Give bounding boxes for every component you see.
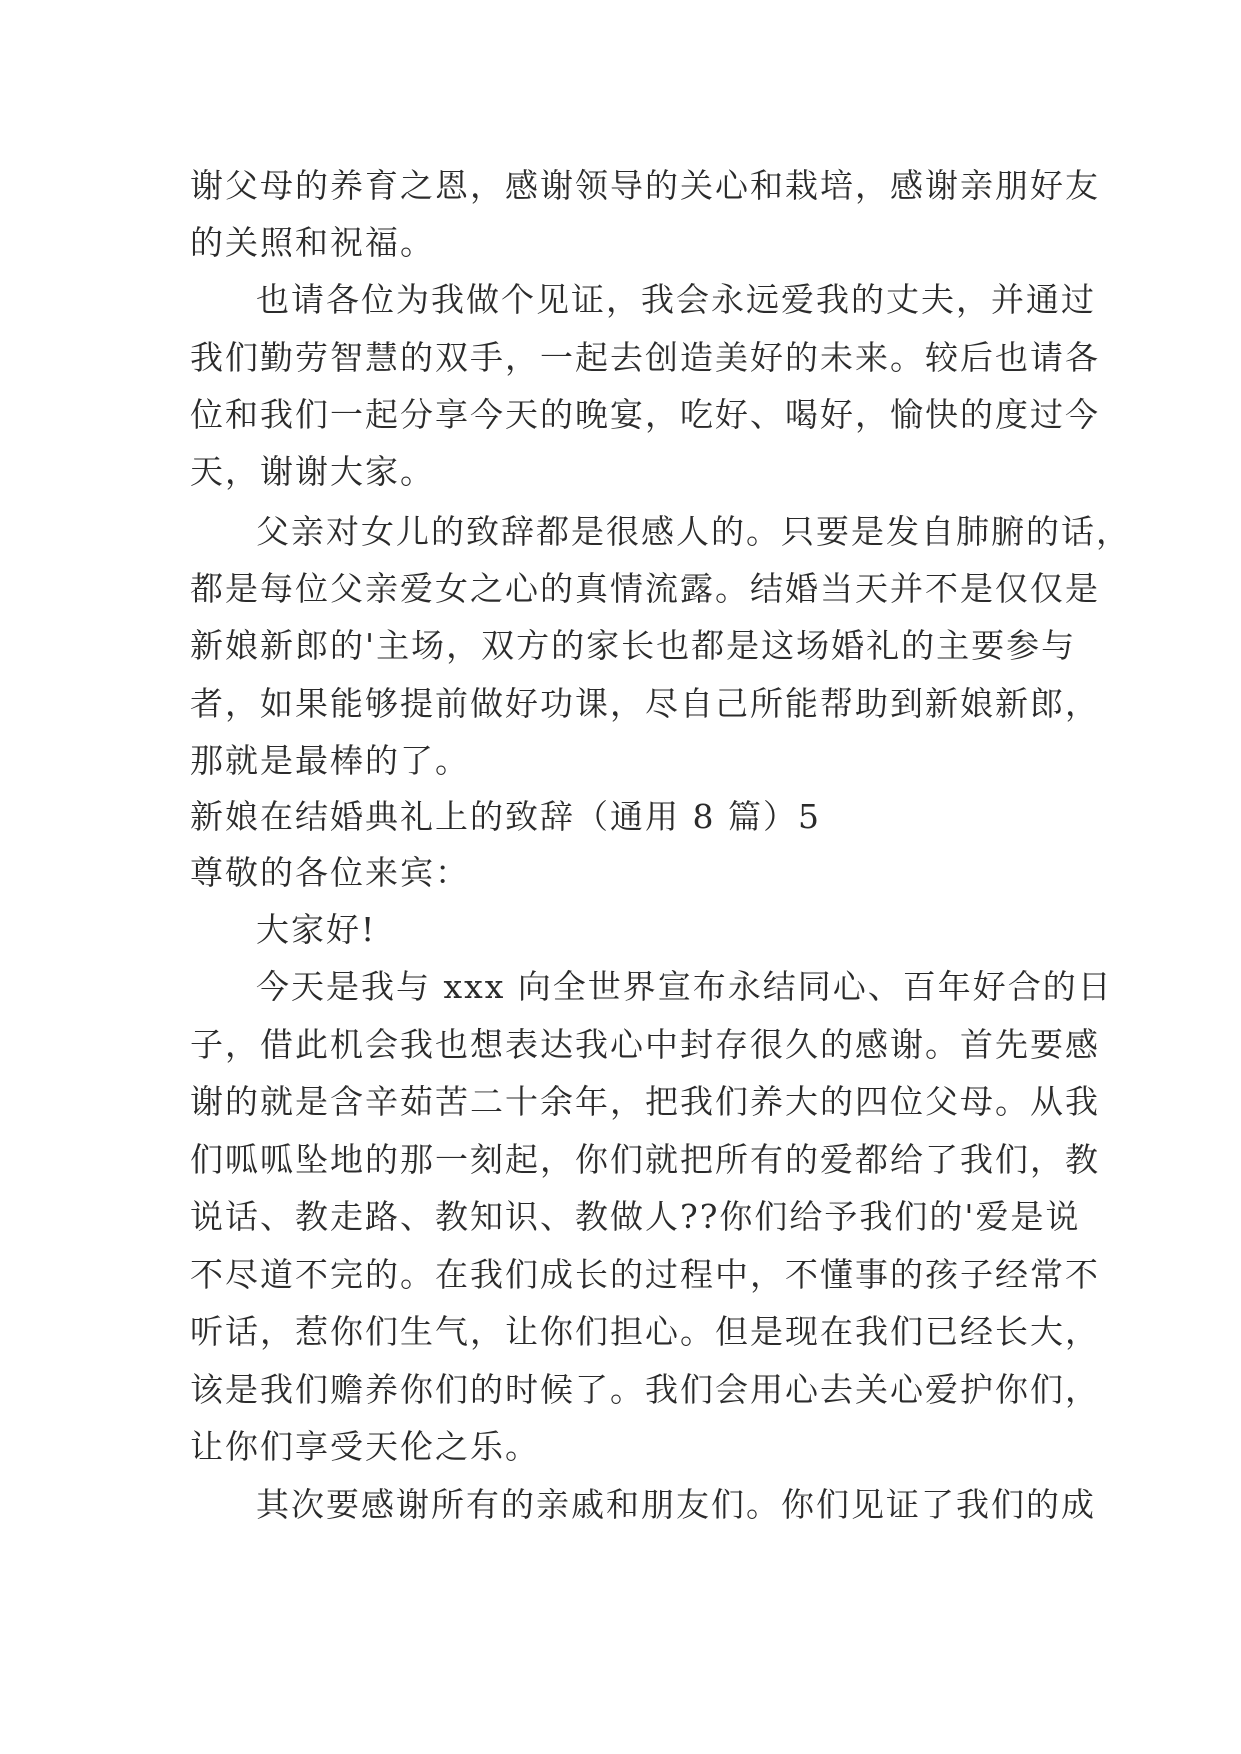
text-line: 新娘新郎的'主场，双方的家长也都是这场婚礼的主要参与 bbox=[190, 626, 1077, 665]
text-line: 子，借此机会我也想表达我心中封存很久的感谢。首先要感 bbox=[190, 1025, 1100, 1064]
text-line: 我们勤劳智慧的双手，一起去创造美好的未来。较后也请各 bbox=[190, 338, 1100, 377]
text-line: 让你们享受天伦之乐。 bbox=[190, 1427, 540, 1466]
text-line: 说话、教走路、教知识、教做人??你们给予我们的'爱是说 bbox=[190, 1197, 1081, 1236]
text-line: 的关照和祝福。 bbox=[190, 223, 435, 262]
paragraph-first-line: 也请各位为我做个见证，我会永远爱我的丈夫，并通过 bbox=[256, 280, 1096, 319]
text-line: 听话，惹你们生气，让你们担心。但是现在我们已经长大， bbox=[190, 1312, 1100, 1351]
text-line: 该是我们赡养你们的时候了。我们会用心去关心爱护你们， bbox=[190, 1370, 1100, 1409]
greeting: 大家好! bbox=[256, 910, 377, 949]
text-line: 天，谢谢大家。 bbox=[190, 452, 435, 491]
paragraph-first-line: 父亲对女儿的致辞都是很感人的。只要是发自肺腑的话， bbox=[256, 512, 1131, 551]
text-line: 位和我们一起分享今天的晚宴，吃好、喝好，愉快的度过今 bbox=[190, 395, 1100, 434]
text-line: 者，如果能够提前做好功课，尽自己所能帮助到新娘新郎， bbox=[190, 684, 1100, 723]
text-line: 不尽道不完的。在我们成长的过程中，不懂事的孩子经常不 bbox=[190, 1255, 1100, 1294]
salutation: 尊敬的各位来宾： bbox=[190, 853, 470, 892]
paragraph-first-line: 其次要感谢所有的亲戚和朋友们。你们见证了我们的成 bbox=[256, 1485, 1096, 1524]
paragraph-first-line: 今天是我与 xxx 向全世界宣布永结同心、百年好合的日 bbox=[256, 967, 1113, 1006]
text-line: 谢父母的养育之恩，感谢领导的关心和栽培，感谢亲朋好友 bbox=[190, 166, 1100, 205]
text-line: 谢的就是含辛茹苦二十余年，把我们养大的四位父母。从我 bbox=[190, 1082, 1100, 1121]
text-line: 那就是最棒的了。 bbox=[190, 741, 470, 780]
text-line: 们呱呱坠地的那一刻起，你们就把所有的爱都给了我们，教 bbox=[190, 1140, 1100, 1179]
section-heading: 新娘在结婚典礼上的致辞（通用 8 篇）5 bbox=[190, 797, 821, 836]
text-line: 都是每位父亲爱女之心的真情流露。结婚当天并不是仅仅是 bbox=[190, 569, 1100, 608]
